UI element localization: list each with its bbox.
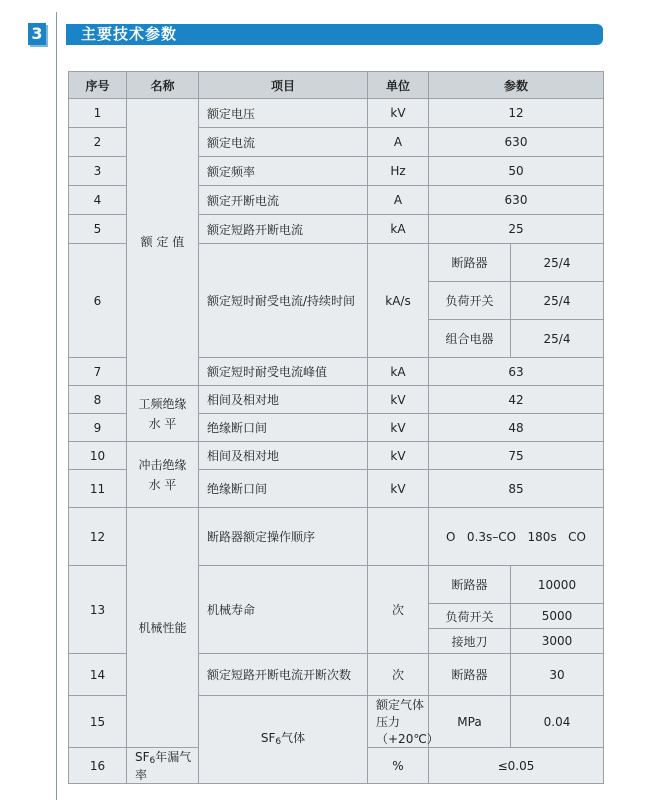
header-no: 序号 bbox=[69, 72, 127, 99]
row-no: 15 bbox=[69, 696, 127, 748]
row-item: 额定短路开断电流 bbox=[199, 215, 368, 244]
group-impulse-insulation bbox=[127, 442, 199, 508]
row-unit: kA bbox=[368, 358, 429, 386]
row-item: 额定频率 bbox=[199, 157, 368, 186]
sub-value: 5000 bbox=[511, 604, 604, 629]
group-label-line2: 水 平 bbox=[148, 416, 177, 431]
row-unit: kV bbox=[368, 386, 429, 414]
row-no: 2 bbox=[69, 128, 127, 157]
section-number-badge: 3 bbox=[28, 23, 46, 45]
sub-label: 组合电器 bbox=[429, 320, 511, 358]
row-item: 绝缘断口间 bbox=[199, 414, 368, 442]
row-item: 额定短时耐受电流/持续时间 bbox=[199, 244, 368, 358]
group-label-line1: 工频绝缘 bbox=[138, 396, 187, 411]
row-value: 25 bbox=[429, 215, 604, 244]
table-header-row bbox=[69, 72, 604, 99]
row-no: 6 bbox=[69, 244, 127, 358]
row-value: O 0.3s–CO 180s CO bbox=[429, 508, 604, 566]
table-row bbox=[69, 386, 604, 414]
sub-value: 25/4 bbox=[511, 320, 604, 358]
row-value: 63 bbox=[429, 358, 604, 386]
row-no: 13 bbox=[69, 566, 127, 654]
sub-label: 断路器 bbox=[429, 654, 511, 696]
row-unit: Hz bbox=[368, 157, 429, 186]
header-unit: 单位 bbox=[368, 72, 429, 99]
margin-rule bbox=[56, 12, 57, 800]
group-sf6-gas bbox=[199, 696, 368, 784]
row-no: 5 bbox=[69, 215, 127, 244]
row-item: 相间及相对地 bbox=[199, 442, 368, 470]
row-no: 1 bbox=[69, 99, 127, 128]
row-no: 10 bbox=[69, 442, 127, 470]
header-value: 参数 bbox=[429, 72, 604, 99]
section-title-bar bbox=[66, 24, 603, 45]
row-unit: 次 bbox=[368, 654, 429, 696]
sub-value: 30 bbox=[511, 654, 604, 696]
row-unit: A bbox=[368, 128, 429, 157]
section-title: 主要技术参数 bbox=[81, 25, 178, 43]
row-item: 额定短时耐受电流峰值 bbox=[199, 358, 368, 386]
sub-value: 25/4 bbox=[511, 282, 604, 320]
group-power-frequency-insulation bbox=[127, 386, 199, 442]
row-no: 12 bbox=[69, 508, 127, 566]
row-unit: MPa bbox=[429, 696, 511, 748]
row-item: 额定短路开断电流开断次数 bbox=[199, 654, 368, 696]
row-item: 额定开断电流 bbox=[199, 186, 368, 215]
row-no: 14 bbox=[69, 654, 127, 696]
group-label-line2: 水 平 bbox=[148, 477, 177, 492]
sub-label: 断路器 bbox=[429, 566, 511, 604]
row-unit: kV bbox=[368, 99, 429, 128]
row-value: 75 bbox=[429, 442, 604, 470]
row-no: 4 bbox=[69, 186, 127, 215]
row-item: 断路器额定操作顺序 bbox=[199, 508, 368, 566]
table-row bbox=[69, 508, 604, 566]
row-no: 7 bbox=[69, 358, 127, 386]
row-value: 630 bbox=[429, 128, 604, 157]
row-unit: A bbox=[368, 186, 429, 215]
row-item: 相间及相对地 bbox=[199, 386, 368, 414]
group-mechanical: 机械性能 bbox=[127, 508, 199, 748]
table-row bbox=[69, 442, 604, 470]
sub-label: 断路器 bbox=[429, 244, 511, 282]
row-value: ≤0.05 bbox=[429, 748, 604, 784]
row-value: 0.04 bbox=[511, 696, 604, 748]
row-value: 50 bbox=[429, 157, 604, 186]
sub-value: 10000 bbox=[511, 566, 604, 604]
row-unit: % bbox=[368, 748, 429, 784]
sf6-suffix: 气体 bbox=[281, 730, 306, 745]
row-item: 额定气体压力（+20℃） bbox=[368, 696, 429, 748]
row-no: 16 bbox=[69, 748, 127, 784]
row-item: 额定电流 bbox=[199, 128, 368, 157]
row-value: 42 bbox=[429, 386, 604, 414]
item-prefix: SF bbox=[135, 750, 150, 764]
sub-value: 25/4 bbox=[511, 244, 604, 282]
row-value: 85 bbox=[429, 470, 604, 508]
group-rated: 额 定 值 bbox=[127, 99, 199, 386]
row-unit: kV bbox=[368, 470, 429, 508]
group-label-line1: 冲击绝缘 bbox=[138, 457, 187, 472]
sub-label: 接地刀 bbox=[429, 629, 511, 654]
sub-label: 负荷开关 bbox=[429, 604, 511, 629]
row-unit: kA bbox=[368, 215, 429, 244]
row-unit: kV bbox=[368, 414, 429, 442]
row-value: 630 bbox=[429, 186, 604, 215]
row-value: 48 bbox=[429, 414, 604, 442]
item-subscript: 6 bbox=[149, 756, 156, 766]
row-value: 12 bbox=[429, 99, 604, 128]
sub-label: 负荷开关 bbox=[429, 282, 511, 320]
row-unit: kV bbox=[368, 442, 429, 470]
sf6-subscript: 6 bbox=[275, 736, 282, 747]
row-unit bbox=[368, 508, 429, 566]
row-no: 11 bbox=[69, 470, 127, 508]
sub-value: 3000 bbox=[511, 629, 604, 654]
sf6-prefix: SF bbox=[260, 730, 276, 745]
row-unit: 次 bbox=[368, 566, 429, 654]
row-item: 额定电压 bbox=[199, 99, 368, 128]
table-row bbox=[69, 99, 604, 128]
row-no: 8 bbox=[69, 386, 127, 414]
row-item: 机械寿命 bbox=[199, 566, 368, 654]
row-no: 9 bbox=[69, 414, 127, 442]
header-item: 项目 bbox=[199, 72, 368, 99]
row-item bbox=[127, 748, 199, 784]
row-no: 3 bbox=[69, 157, 127, 186]
row-unit: kA/s bbox=[368, 244, 429, 358]
item-suffix: 年漏气率 bbox=[135, 750, 192, 782]
tech-params-table bbox=[68, 71, 604, 784]
header-name: 名称 bbox=[127, 72, 199, 99]
row-item: 绝缘断口间 bbox=[199, 470, 368, 508]
